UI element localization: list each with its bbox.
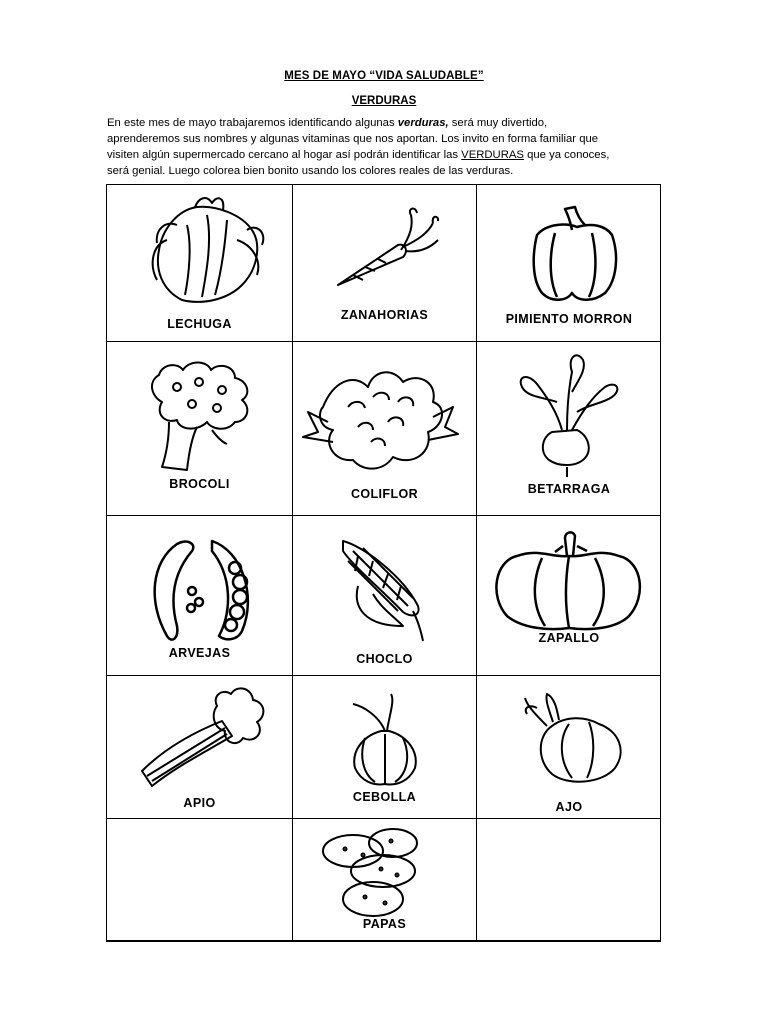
vegetable-label: PAPAS (362, 917, 407, 931)
vegetable-label: CHOCLO (356, 652, 413, 666)
vegetable-label: APIO (183, 796, 216, 810)
vegetable-cell (107, 185, 293, 342)
vegetable-cell (477, 676, 661, 819)
vegetable-grid (106, 184, 661, 942)
vegetable-label: AJO (555, 800, 583, 814)
vegetable-label: PIMIENTO MORRON (505, 312, 633, 326)
vegetable-cell (477, 342, 661, 516)
intro-underlined: VERDURAS (461, 149, 524, 161)
vegetable-label: CEBOLLA (352, 790, 417, 804)
vegetable-cell (107, 342, 293, 516)
intro-paragraph (107, 115, 667, 179)
page-title: MES DE MAYO “VIDA SALUDABLE” (284, 70, 484, 82)
empty-cell (107, 819, 293, 941)
vegetable-label: ZAPALLO (538, 631, 600, 645)
vegetable-cell (293, 516, 477, 676)
vegetable-cell (107, 676, 293, 819)
pumpkin-icon (477, 516, 661, 676)
intro-line-4: será genial. Luego colorea bien bonito usando los colores reales de las verduras. (107, 165, 514, 177)
vegetable-cell (477, 516, 661, 676)
vegetable-label: BETARRAGA (527, 482, 611, 496)
intro-line-1 (107, 115, 667, 131)
vegetable-cell (293, 676, 477, 819)
vegetable-label: BROCOLI (169, 477, 230, 491)
intro-text: En este mes de mayo trabajaremos identificando algunas (107, 117, 398, 129)
vegetable-cell (293, 185, 477, 342)
vegetable-label: ARVEJAS (168, 646, 231, 660)
vegetable-cell (477, 185, 661, 342)
intro-text: que ya conoces, (523, 149, 610, 161)
intro-text: visiten algún supermercado cercano al hogar así podrán identificar las (107, 149, 462, 161)
vegetable-label: LECHUGA (167, 317, 232, 331)
intro-line-2: aprenderemos sus nombres y algunas vitaminas que nos aportan. Los invito en forma familiar que (107, 133, 599, 145)
vegetable-cell (107, 516, 293, 676)
intro-emphasis: verduras, (397, 117, 449, 129)
vegetable-label: COLIFLOR (350, 487, 419, 501)
intro-text: será muy divertido, (448, 117, 548, 129)
vegetable-label: ZANAHORIAS (340, 308, 429, 322)
vegetable-cell (293, 342, 477, 516)
empty-cell (477, 819, 661, 941)
intro-line-3 (107, 147, 667, 163)
page-subtitle: VERDURAS (351, 95, 417, 107)
vegetable-cell (293, 819, 477, 941)
garlic-icon (477, 676, 661, 819)
